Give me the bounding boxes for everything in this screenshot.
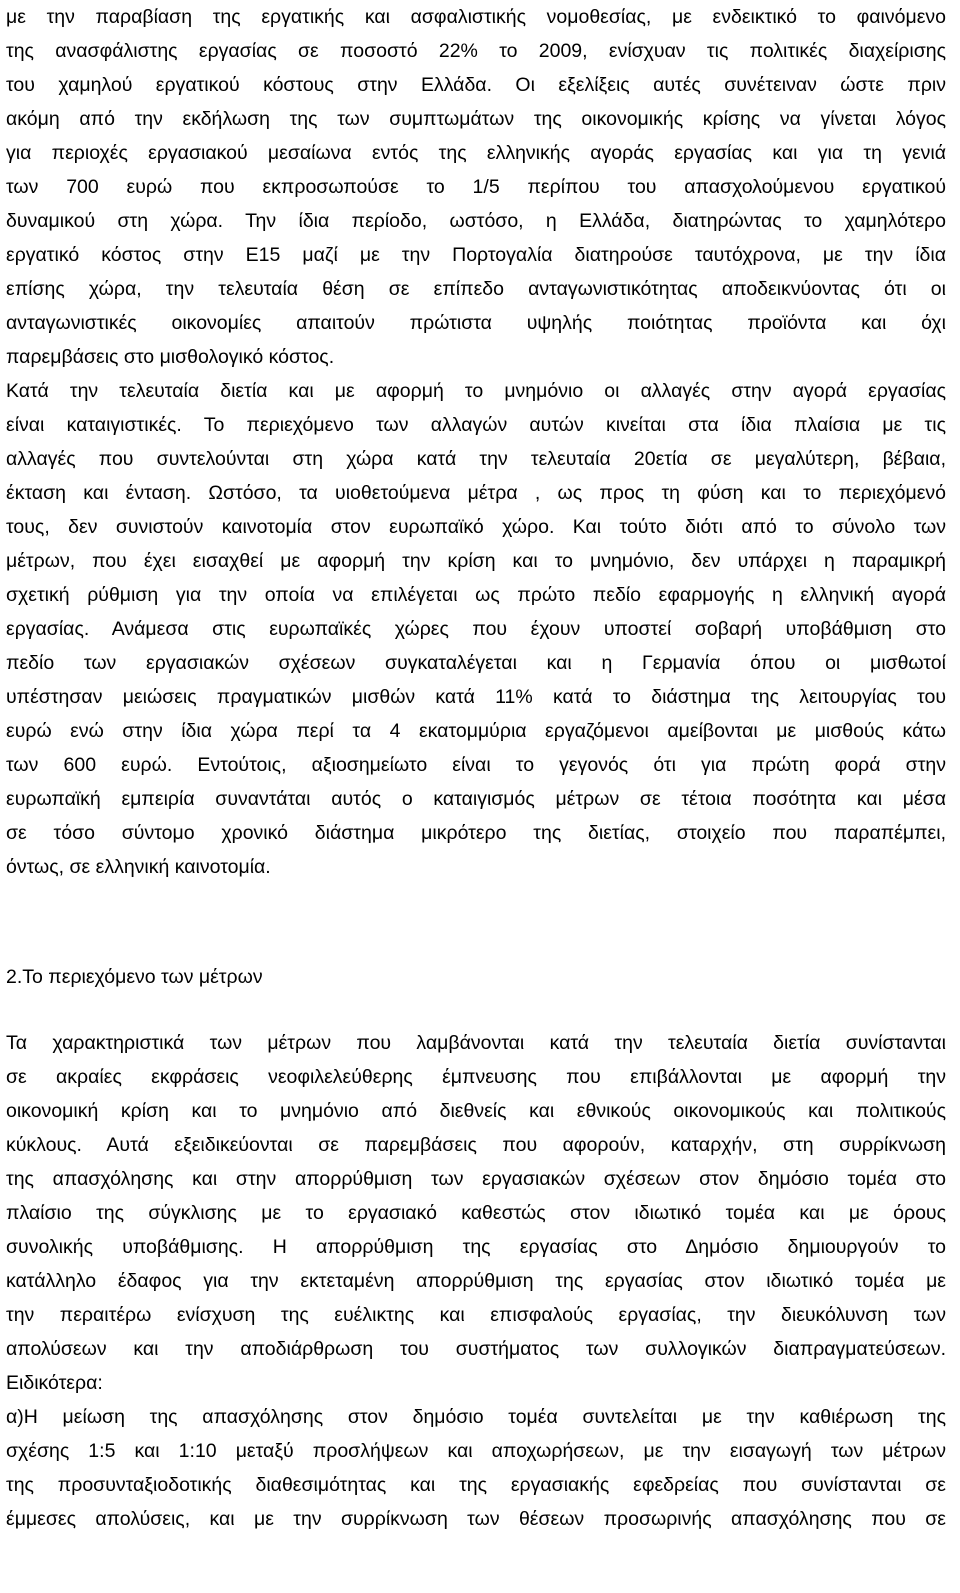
section-line: της απασχόλησης και στην απορρύθμιση των εργασιακών σχέσεων στον δημόσιο τομέα στο: [6, 1168, 946, 1190]
section-line: οικονομική κρίση και το μνημόνιο από διεθνείς και εθνικούς οικονομικούς και πολιτικούς: [6, 1100, 946, 1122]
section-line: κύκλους. Αυτά εξειδικεύονται σε παρεμβάσεις που αφορούν, καταρχήν, στη συρρίκνωση: [6, 1134, 946, 1156]
body-line: παρεμβάσεις στο μισθολογικό κόστος.: [6, 346, 335, 368]
section-line: συνολικής υποβάθμισης. Η απορρύθμιση της εργασίας στο Δημόσιο δημιουργούν το: [6, 1236, 946, 1258]
section-line: κατάλληλο έδαφος για την εκτεταμένη απορρύθμιση της εργασίας στον ιδιωτικό τομέα με: [6, 1270, 946, 1292]
body-line: σε τόσο σύντομο χρονικό διάστημα μικρότερο της διετίας, στοιχείο που παραπέμπει,: [6, 822, 946, 844]
body-line: με την παραβίαση της εργατικής και ασφαλιστικής νομοθεσίας, με ενδεικτικό το φαινόμενο: [6, 6, 946, 28]
body-line: ευρωπαϊκή εμπειρία συναντάται αυτός ο καταιγισμός μέτρων σε τέτοια ποσότητα και μέσα: [6, 788, 946, 810]
body-line: των 600 ευρώ. Εντούτοις, αξιοσημείωτο είναι το γεγονός ότι για πρώτη φορά στην: [6, 754, 946, 776]
section-line: σχέσης 1:5 και 1:10 μεταξύ προσλήψεων και αποχωρήσεων, με την εισαγωγή των μέτρων: [6, 1440, 946, 1462]
section-heading: 2.Το περιεχόμενο των μέτρων: [6, 966, 263, 988]
section-line: απολύσεων και την αποδιάρθρωση του συστήματος των συλλογικών διαπραγματεύσεων.: [6, 1338, 946, 1360]
body-line: αλλαγές που συντελούνται στη χώρα κατά την τελευταία 20ετία σε μεγαλύτερη, βέβαια,: [6, 448, 946, 470]
body-line: Κατά την τελευταία διετία και με αφορμή το μνημόνιο οι αλλαγές στην αγορά εργασίας: [6, 380, 946, 402]
section-line: της προσυνταξιοδοτικής διαθεσιμότητας και της εργασιακής εφεδρείας που συνίστανται σε: [6, 1474, 946, 1496]
body-line: ευρώ ενώ στην ίδια χώρα περί τα 4 εκατομμύρια εργαζόμενοι αμείβονται με μισθούς κάτω: [6, 720, 946, 742]
body-line: έκταση και ένταση. Ωστόσο, τα υιοθετούμενα μέτρα , ως προς τη φύση και το περιεχόμενό: [6, 482, 946, 504]
section-line: την περαιτέρω ενίσχυση της ευέλικτης και επισφαλούς εργασίας, την διευκόλυνση των: [6, 1304, 946, 1326]
body-line: εργασίας. Ανάμεσα στις ευρωπαϊκές χώρες που έχουν υποστεί σοβαρή υποβάθμιση στο: [6, 618, 946, 640]
body-line: σχετική ρύθμιση για την οποία να επιλέγεται ως πρώτο πεδίο εφαρμογής η ελληνική αγορά: [6, 584, 946, 606]
body-line: του χαμηλού εργατικού κόστους στην Ελλάδα. Οι εξελίξεις αυτές συνέτειναν ώστε πριν: [6, 74, 946, 96]
body-line: τους, δεν συνιστούν καινοτομία στον ευρωπαϊκό χώρο. Και τούτο διότι από το σύνολο των: [6, 516, 946, 538]
body-line: για περιοχές εργασιακού μεσαίωνα εντός της ελληνικής αγοράς εργασίας και για τη γενιά: [6, 142, 946, 164]
body-line: εργατικό κόστος στην Ε15 μαζί με την Πορτογαλία διατηρούσε ταυτόχρονα, με την ίδια: [6, 244, 946, 266]
body-line: ανταγωνιστικές οικονομίες απαιτούν πρώτιστα υψηλής ποιότητας προϊόντα και όχι: [6, 312, 946, 334]
section-line: Ειδικότερα:: [6, 1372, 103, 1394]
body-line: δυναμικού στη χώρα. Την ίδια περίοδο, ωστόσο, η Ελλάδα, διατηρώντας το χαμηλότερο: [6, 210, 946, 232]
body-line: επίσης χώρα, την τελευταία θέση σε επίπεδο ανταγωνιστικότητας αποδεικνύοντας ότι οι: [6, 278, 946, 300]
section-line: Τα χαρακτηριστικά των μέτρων που λαμβάνονται κατά την τελευταία διετία συνίστανται: [6, 1032, 946, 1054]
body-line: είναι καταιγιστικές. Το περιεχόμενο των αλλαγών αυτών κινείται στα ίδια πλαίσια με τις: [6, 414, 946, 436]
body-line: πεδίο των εργασιακών σχέσεων συγκαταλέγεται και η Γερμανία όπου οι μισθωτοί: [6, 652, 946, 674]
section-line: σε ακραίες εκφράσεις νεοφιλελεύθερης έμπνευσης που επιβάλλονται με αφορμή την: [6, 1066, 946, 1088]
section-line: πλαίσιο της σύγκλισης με το εργασιακό καθεστώς στον ιδιωτικό τομέα και με όρους: [6, 1202, 946, 1224]
section-line: έμμεσες απολύσεις, και με την συρρίκνωση των θέσεων προσωρινής απασχόλησης που σε: [6, 1508, 946, 1530]
body-line: των 700 ευρώ που εκπροσωπούσε το 1/5 περίπου του απασχολούμενου εργατικού: [6, 176, 946, 198]
body-line: ακόμη από την εκδήλωση της των συμπτωμάτων της οικονομικής κρίσης να γίνεται λόγος: [6, 108, 946, 130]
section-line: α)Η μείωση της απασχόλησης στον δημόσιο τομέα συντελείται με την καθιέρωση της: [6, 1406, 946, 1428]
body-line: όντως, σε ελληνική καινοτομία.: [6, 856, 271, 878]
body-line: υπέστησαν μειώσεις πραγματικών μισθών κατά 11% κατά το διάστημα της λειτουργίας του: [6, 686, 946, 708]
body-line: μέτρων, που έχει εισαχθεί με αφορμή την κρίση και το μνημόνιο, δεν υπάρχει η παραμικρή: [6, 550, 946, 572]
body-line: της ανασφάλιστης εργασίας σε ποσοστό 22% το 2009, ενίσχυαν τις πολιτικές διαχείρισης: [6, 40, 946, 62]
